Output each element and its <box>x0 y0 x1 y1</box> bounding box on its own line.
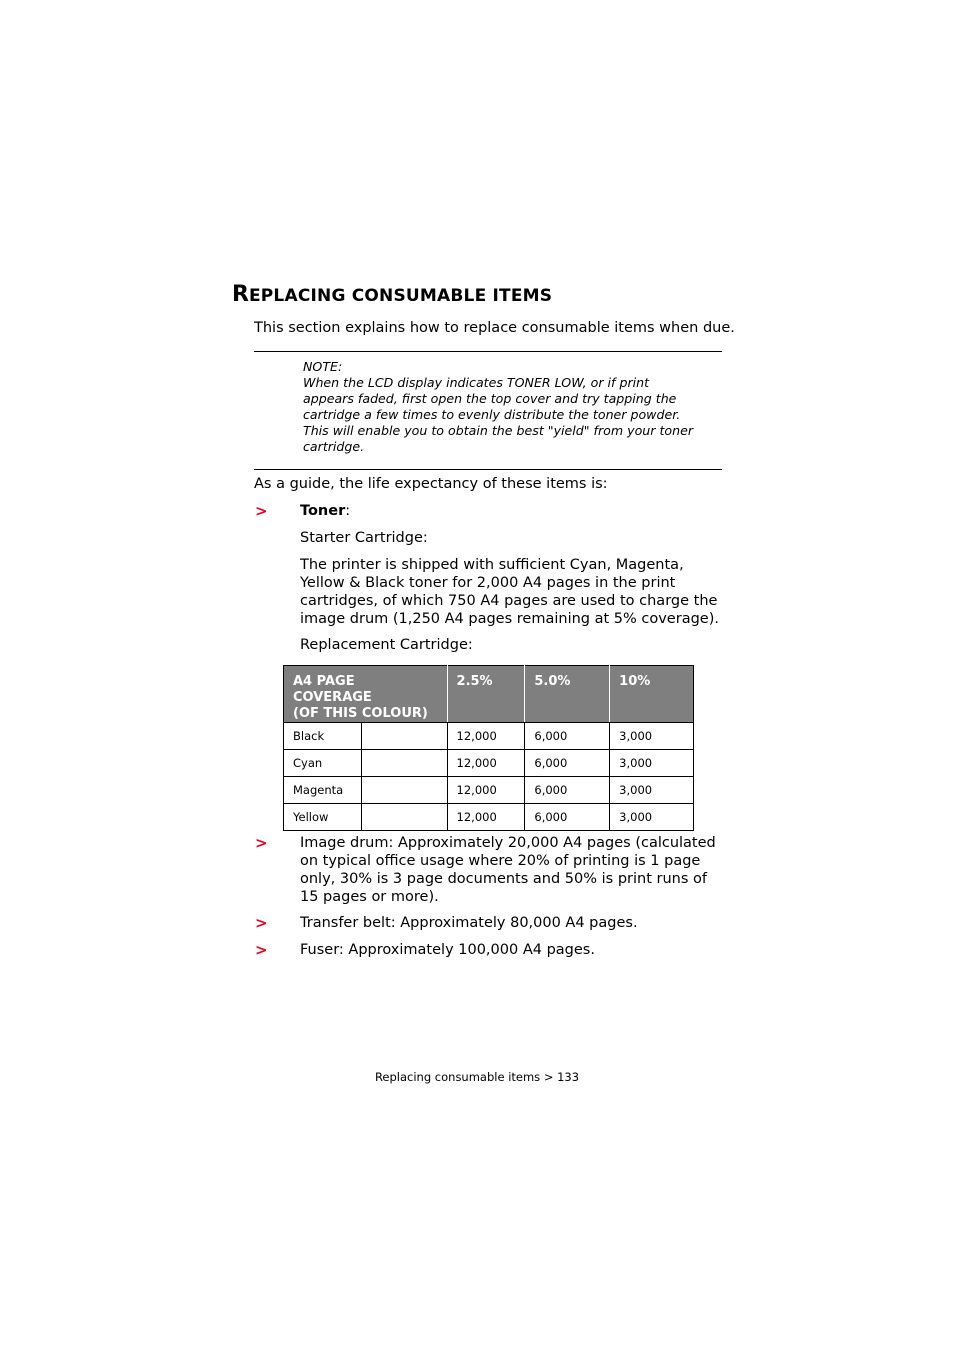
yield-cell: 6,000 <box>525 750 610 777</box>
yield-cell: 3,000 <box>610 750 694 777</box>
row-colour: Magenta <box>284 777 362 804</box>
empty-cell <box>361 804 447 831</box>
yield-cell: 12,000 <box>447 777 525 804</box>
table-row <box>284 804 694 831</box>
fuser-item: Fuser: Approximately 100,000 A4 pages. <box>300 942 595 958</box>
row-colour: Yellow <box>284 804 362 831</box>
row-colour: Cyan <box>284 750 362 777</box>
page-title <box>232 282 552 307</box>
yield-cell: 12,000 <box>447 723 525 750</box>
drum-line: 15 pages or more). <box>300 889 439 905</box>
note-line: When the LCD display indicates TONER LOW, or if print <box>303 375 650 390</box>
toner-label: Toner <box>300 503 346 519</box>
yield-cell: 6,000 <box>525 777 610 804</box>
guide-text: As a guide, the life expectancy of these items is: <box>254 476 608 492</box>
empty-cell <box>361 750 447 777</box>
page-footer: Replacing consumable items > 133 <box>374 1070 580 1084</box>
header-5-percent: 5.0% <box>525 666 610 723</box>
empty-cell <box>361 777 447 804</box>
transfer-belt-item: Transfer belt: Approximately 80,000 A4 pages. <box>300 915 638 931</box>
starter-line: The printer is shipped with sufficient Cyan, Magenta, <box>300 557 684 573</box>
note-line: cartridge a few times to evenly distribute the toner powder. <box>303 407 681 422</box>
yield-cell: 6,000 <box>525 723 610 750</box>
table-header-row <box>284 666 694 723</box>
yield-cell: 12,000 <box>447 804 525 831</box>
toner-yield-table <box>283 665 694 831</box>
starter-line: image drum (1,250 A4 pages remaining at 5% coverage). <box>300 611 719 627</box>
page-title-first-letter: R <box>232 282 249 307</box>
toner-item <box>300 502 350 520</box>
starter-line: cartridges, of which 750 A4 pages are used to charge the <box>300 593 718 609</box>
row-colour: Black <box>284 723 362 750</box>
toner-colon: : <box>345 503 351 519</box>
starter-cartridge-label: Starter Cartridge: <box>300 530 428 546</box>
note-top-rule <box>254 351 722 352</box>
note-box <box>303 359 718 455</box>
page-title-rest: EPLACING CONSUMABLE ITEMS <box>248 286 553 306</box>
note-line: appears faded, first open the top cover and try tapping the <box>303 391 677 406</box>
header-coverage <box>284 666 448 723</box>
bullet-arrow-icon: > <box>255 834 268 852</box>
replacement-cartridge-label: Replacement Cartridge: <box>300 637 473 653</box>
bullet-arrow-icon: > <box>255 914 268 932</box>
header-coverage-line1: A4 PAGE COVERAGE <box>293 674 372 705</box>
bullet-arrow-icon: > <box>255 502 268 520</box>
starter-line: Yellow & Black toner for 2,000 A4 pages in the print <box>300 575 676 591</box>
drum-line: only, 30% is 3 page documents and 50% is print runs of <box>300 871 707 887</box>
table-row <box>284 777 694 804</box>
bullet-arrow-icon: > <box>255 941 268 959</box>
note-bottom-rule <box>254 469 722 470</box>
yield-cell: 3,000 <box>610 723 694 750</box>
yield-cell: 12,000 <box>447 750 525 777</box>
image-drum-item <box>300 834 730 906</box>
table-row <box>284 723 694 750</box>
drum-line: Image drum: Approximately 20,000 A4 pages (calculated <box>300 835 716 851</box>
header-2-5-percent: 2.5% <box>447 666 525 723</box>
header-10-percent: 10% <box>610 666 694 723</box>
starter-cartridge-description <box>300 556 730 628</box>
note-line: This will enable you to obtain the best "yield" from your toner <box>303 423 694 438</box>
drum-line: on typical office usage where 20% of printing is 1 page <box>300 853 701 869</box>
note-line: cartridge. <box>303 439 365 454</box>
empty-cell <box>361 723 447 750</box>
note-label: NOTE: <box>303 359 343 374</box>
yield-cell: 6,000 <box>525 804 610 831</box>
table-row <box>284 750 694 777</box>
intro-text: This section explains how to replace consumable items when due. <box>254 320 735 336</box>
header-coverage-line2: (OF THIS COLOUR) <box>293 706 428 721</box>
yield-cell: 3,000 <box>610 804 694 831</box>
yield-cell: 3,000 <box>610 777 694 804</box>
